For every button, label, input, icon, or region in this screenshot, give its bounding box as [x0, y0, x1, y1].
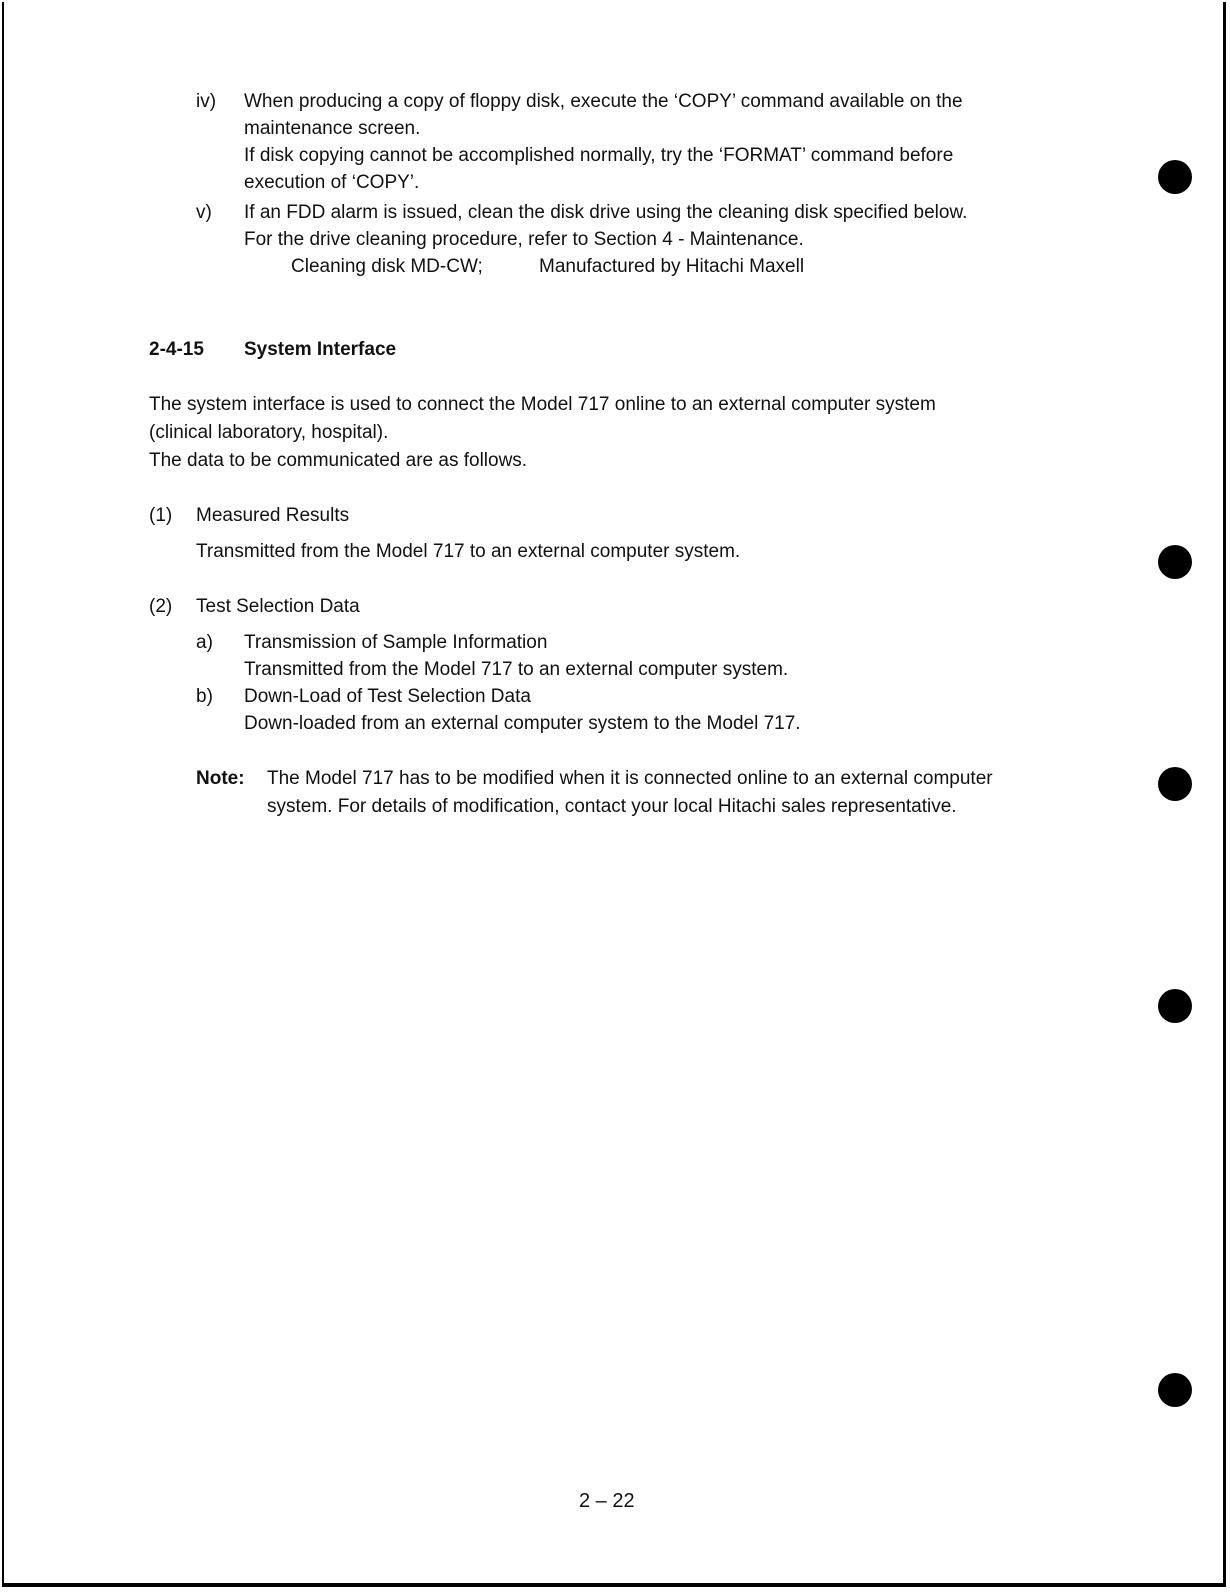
- list-2b-title: Down-Load of Test Selection Data: [244, 686, 531, 707]
- document-page: [2, 2, 1226, 1587]
- intro-line-2: (clinical laboratory, hospital).: [149, 422, 389, 443]
- item-v-line-2: For the drive cleaning procedure, refer to Section 4 - Maintenance.: [244, 229, 804, 250]
- binder-hole: [1158, 767, 1192, 801]
- item-v-line-1: If an FDD alarm is issued, clean the disk drive using the cleaning disk specified below.: [244, 202, 968, 223]
- page-number: 2 – 22: [579, 1490, 635, 1512]
- cleaning-disk-maker: Manufactured by Hitachi Maxell: [539, 256, 805, 277]
- list-1-marker: (1): [149, 505, 173, 526]
- list-2a-title: Transmission of Sample Information: [244, 632, 548, 653]
- intro-line-3: The data to be communicated are as follows.: [149, 450, 528, 471]
- note-label: Note:: [196, 768, 245, 789]
- item-iv-line-3: If disk copying cannot be accomplished normally, try the ‘FORMAT’ command before: [244, 145, 954, 166]
- list-2-title: Test Selection Data: [196, 596, 360, 617]
- binder-hole: [1158, 545, 1192, 579]
- list-1-title: Measured Results: [196, 505, 350, 526]
- binder-hole: [1158, 1373, 1192, 1407]
- cleaning-disk-label: Cleaning disk MD-CW;: [291, 256, 483, 277]
- item-iv-line-2: maintenance screen.: [244, 118, 421, 139]
- note-line-2: system. For details of modification, contact your local Hitachi sales representative.: [267, 796, 957, 817]
- section-title: System Interface: [244, 339, 397, 360]
- intro-line-1: The system interface is used to connect the Model 717 online to an external computer system: [149, 394, 936, 415]
- binder-hole: [1158, 989, 1192, 1023]
- list-1-body: Transmitted from the Model 717 to an external computer system.: [196, 541, 741, 562]
- list-2a-marker: a): [196, 632, 213, 653]
- list-2b-marker: b): [196, 686, 213, 707]
- item-iv-marker: iv): [196, 91, 217, 112]
- list-2a-body: Transmitted from the Model 717 to an external computer system.: [244, 659, 789, 680]
- section-number: 2-4-15: [149, 339, 204, 360]
- item-iv-line-4: execution of ‘COPY’.: [244, 172, 420, 193]
- list-2-marker: (2): [149, 596, 173, 617]
- list-2b-body: Down-loaded from an external computer system to the Model 717.: [244, 713, 801, 734]
- item-v-marker: v): [196, 202, 212, 223]
- item-iv-line-1: When producing a copy of floppy disk, execute the ‘COPY’ command available on the: [244, 91, 963, 112]
- binder-hole: [1158, 160, 1192, 194]
- note-line-1: The Model 717 has to be modified when it is connected online to an external computer: [267, 768, 993, 789]
